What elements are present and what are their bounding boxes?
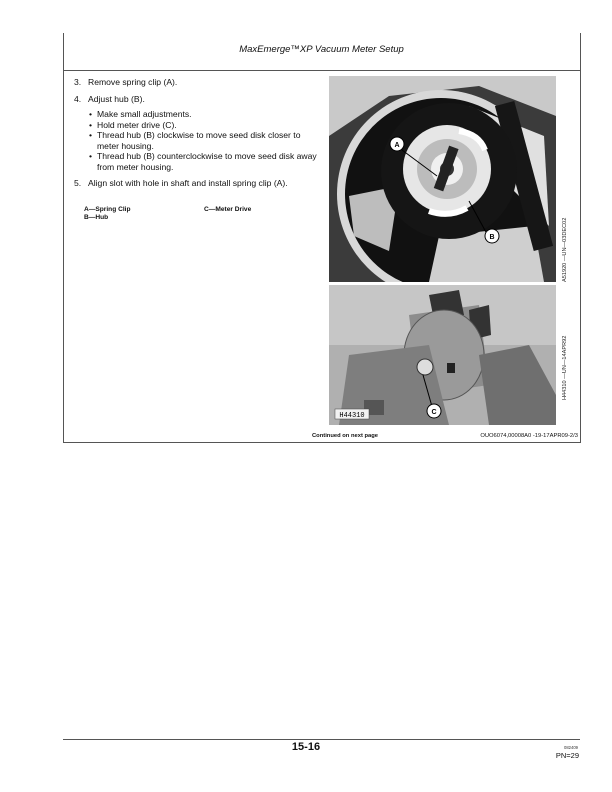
continued-note: Continued on next page — [312, 433, 379, 439]
figure-2-code: H44310 —UN—14APR92 — [562, 335, 568, 400]
step-5 — [74, 178, 324, 189]
step-4-bullets — [89, 109, 324, 172]
meter-drive-photo — [329, 285, 556, 425]
bullet-icon: • — [89, 151, 93, 161]
bullet-icon: • — [89, 109, 93, 119]
header-divider — [63, 70, 580, 71]
footer-date-code: 082409 — [564, 745, 578, 750]
bullet-item: • Make small adjustments. — [89, 109, 192, 119]
step-text: Remove spring clip (A). — [88, 77, 178, 87]
step-text: Adjust hub (B). — [88, 94, 145, 104]
callout-a: A — [394, 142, 400, 149]
bullet-item: • Thread hub (B) clockwise to move seed disk closer to meter housing. — [89, 130, 301, 151]
meter-hub-illustration — [329, 76, 556, 282]
meter-hub-photo — [329, 76, 556, 282]
step-text: Align slot with hole in shaft and install spring clip (A). — [88, 178, 288, 188]
page-number: 15-16 — [291, 741, 321, 753]
bullet-item: • Thread hub (B) counterclockwise to move seed disk away from meter housing. — [89, 151, 317, 172]
legend-spring-clip: A—Spring Clip — [84, 206, 131, 213]
photo-stamp: H44310 — [339, 412, 365, 420]
figure-legend — [84, 206, 314, 222]
footer-divider — [63, 739, 580, 740]
bullet-icon: • — [89, 119, 93, 130]
meter-drive-illustration — [329, 285, 556, 425]
legend-meter-drive: C—Meter Drive — [204, 206, 252, 213]
step-number: 5. — [74, 178, 82, 188]
step-number: 3. — [74, 77, 82, 87]
figure-1-code: A51920 —UN—03DEC02 — [562, 217, 568, 282]
callout-c: C — [431, 409, 437, 416]
document-reference: OUO6074,00008A0 -19-17APR09-2/3 — [480, 433, 578, 439]
step-3 — [74, 77, 324, 88]
legend-hub: B—Hub — [84, 214, 109, 221]
step-number: 4. — [74, 94, 82, 104]
instruction-steps — [74, 77, 324, 195]
bullet-item: • Hold meter drive (C). — [89, 119, 177, 130]
page-header-title: MaxEmerge™XP Vacuum Meter Setup — [239, 44, 404, 55]
callout-b: B — [489, 234, 495, 241]
step-4 — [74, 94, 324, 105]
bullet-icon: • — [89, 130, 93, 140]
footer-pn: PN=29 — [555, 751, 579, 760]
